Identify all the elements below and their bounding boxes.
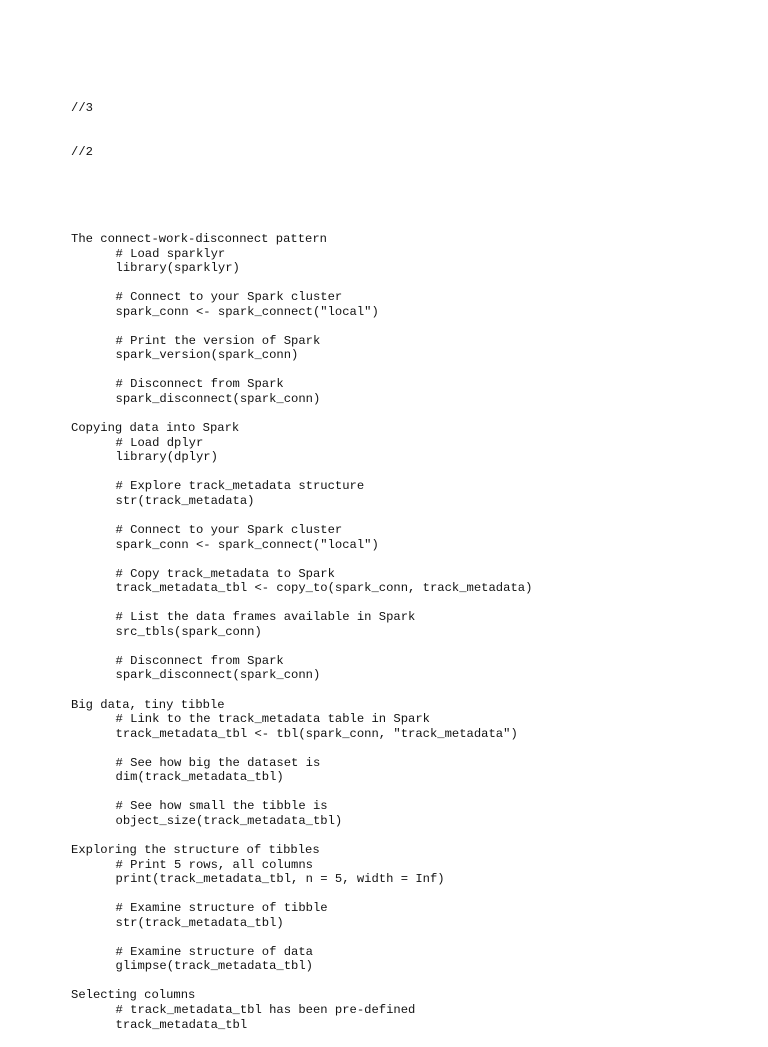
blank-line <box>71 974 751 989</box>
code-comment: # See how small the tibble is <box>115 799 328 814</box>
section <box>71 988 751 1032</box>
section-title: Copying data into Spark <box>71 421 240 436</box>
blank-line <box>71 363 751 378</box>
code-comment: # Connect to your Spark cluster <box>115 522 343 537</box>
code-comment: # Connect to your Spark cluster <box>115 290 343 305</box>
code-line: src_tbls(spark_conn) <box>115 624 262 639</box>
code-line: library(sparklyr) <box>115 261 240 276</box>
blank-line <box>71 930 751 945</box>
section <box>71 421 751 697</box>
document-page <box>71 72 751 1047</box>
code-comment: # Load sparklyr <box>115 246 226 261</box>
code-line: track_metadata_tbl <- copy_to(spark_conn, track_metadata) <box>115 581 533 596</box>
code-line: print(track_metadata_tbl, n = 5, width = Inf) <box>115 872 445 887</box>
code-comment: # See how big the dataset is <box>115 755 321 770</box>
code-line: spark_disconnect(spark_conn) <box>115 392 321 407</box>
section <box>71 843 751 988</box>
code-comment: # Examine structure of data <box>115 944 313 959</box>
blank-line <box>71 639 751 654</box>
code-comment: # List the data frames available in Spark <box>115 610 416 625</box>
code-line: spark_version(spark_conn) <box>115 348 299 363</box>
blank-line <box>71 741 751 756</box>
section <box>71 232 751 421</box>
blank-line <box>71 785 751 800</box>
code-comment: # Copy track_metadata to Spark <box>115 566 335 581</box>
section-title: Selecting columns <box>71 988 196 1003</box>
code-comment: # Print the version of Spark <box>115 333 321 348</box>
sections-container <box>71 232 751 1032</box>
code-comment: # track_metadata_tbl has been pre-defined <box>115 1003 416 1017</box>
code-comment: # Load dplyr <box>115 435 204 450</box>
code-comment: # Link to the track_metadata table in Spark <box>115 712 430 727</box>
code-comment: # Disconnect from Spark <box>115 653 284 668</box>
code-line: spark_disconnect(spark_conn) <box>115 668 321 683</box>
blank-line <box>71 319 751 334</box>
code-line: library(dplyr) <box>115 450 218 465</box>
blank-line <box>71 407 751 422</box>
code-line: spark_conn <- spark_connect("local") <box>115 537 379 552</box>
code-line: object_size(track_metadata_tbl) <box>115 813 343 828</box>
code-line: str(track_metadata) <box>115 493 255 508</box>
code-line: glimpse(track_metadata_tbl) <box>115 959 313 974</box>
section-title: Exploring the structure of tibbles <box>71 842 320 857</box>
code-line: str(track_metadata_tbl) <box>115 915 284 930</box>
code-line: track_metadata_tbl <box>115 1017 248 1032</box>
page-marker-a: //3 <box>71 101 93 116</box>
blank-line <box>71 887 751 902</box>
blank-line <box>71 552 751 567</box>
blank-line <box>71 596 751 611</box>
blank-line <box>71 828 751 843</box>
blank-line <box>71 276 751 291</box>
code-line: spark_conn <- spark_connect("local") <box>115 304 379 319</box>
blank-line <box>71 508 751 523</box>
page-marker-b: //2 <box>71 144 93 159</box>
section <box>71 698 751 843</box>
code-comment: # Print 5 rows, all columns <box>115 857 313 872</box>
code-line: track_metadata_tbl <- tbl(spark_conn, "track_metadata") <box>115 726 518 741</box>
code-comment: # Disconnect from Spark <box>115 377 284 392</box>
blank-line <box>71 465 751 480</box>
blank-line <box>71 188 751 203</box>
code-line: dim(track_metadata_tbl) <box>115 770 284 785</box>
section-title: Big data, tiny tibble <box>71 697 225 712</box>
blank-line <box>71 683 751 698</box>
code-comment: # Explore track_metadata structure <box>115 479 365 494</box>
section-title: The connect-work-disconnect pattern <box>71 232 327 247</box>
code-comment: # Examine structure of tibble <box>115 901 328 916</box>
